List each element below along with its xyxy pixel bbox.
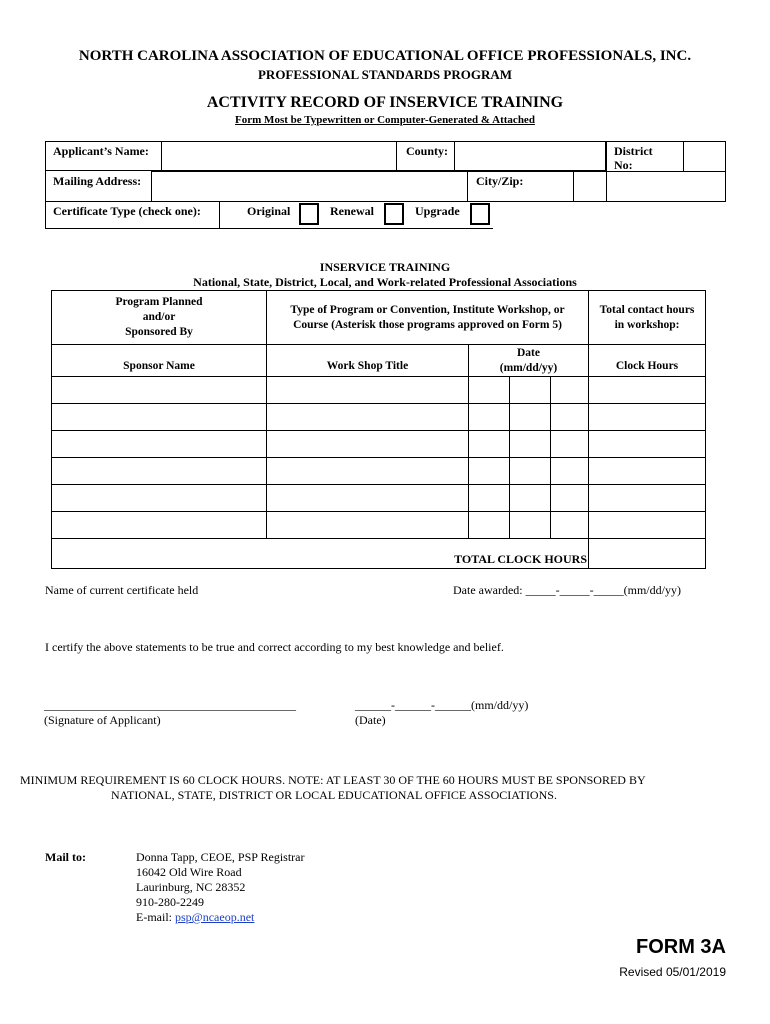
table-row[interactable] — [52, 377, 706, 404]
table-row[interactable] — [52, 512, 706, 539]
training-heading: INSERVICE TRAINING — [319, 260, 451, 274]
requirement-line-1: MINIMUM REQUIREMENT IS 60 CLOCK HOURS. NOTE: AT LEAST 30 OF THE 60 HOURS MUST BE SPONSORED BY — [20, 773, 646, 787]
training-table — [51, 290, 706, 569]
mail-name: Donna Tapp, CEOE, PSP Registrar — [136, 850, 305, 864]
applicant-name-field[interactable] — [161, 141, 397, 172]
clock-hours-header: Clock Hours — [589, 345, 706, 377]
mail-street: 16042 Old Wire Road — [136, 865, 242, 879]
signature-date-line[interactable]: ______-______-______(mm/dd/yy) — [355, 698, 529, 712]
mailing-address-field[interactable] — [151, 171, 468, 202]
date-awarded[interactable]: Date awarded: _____-_____-_____(mm/dd/yy) — [453, 583, 681, 597]
district-no-label: No: — [614, 158, 633, 172]
cityzip-label: City/Zip: — [476, 174, 524, 188]
certificate-name-label: Name of current certificate held — [45, 583, 199, 597]
mailing-address-label: Mailing Address: — [53, 174, 142, 188]
table-row[interactable] — [52, 431, 706, 458]
cert-renewal-checkbox[interactable] — [384, 203, 404, 225]
workshop-title-header: Work Shop Title — [267, 345, 469, 377]
date-header: Date (mm/dd/yy) — [469, 345, 589, 377]
mail-email-label: E-mail: — [136, 910, 172, 924]
cityzip-field[interactable] — [573, 171, 726, 202]
cert-original-label: Original — [247, 204, 291, 218]
col-type-header: Type of Program or Convention, Institute Workshop, or Course (Asterisk those programs approved on Form 5) — [267, 291, 589, 345]
col-hours-header: Total contact hours in workshop: — [589, 291, 706, 345]
mail-city: Laurinburg, NC 28352 — [136, 880, 246, 894]
form-subtitle: Form Most be Typewritten or Computer-Generated & Attached — [235, 114, 535, 126]
total-clock-hours-field[interactable] — [589, 539, 706, 569]
sponsor-name-header: Sponsor Name — [52, 345, 267, 377]
mail-to-label: Mail to: — [45, 850, 86, 864]
signature-caption: (Signature of Applicant) — [44, 713, 161, 727]
col-program-header: Program Planned and/or Sponsored By — [52, 291, 267, 345]
cert-renewal-label: Renewal — [330, 204, 374, 218]
form-id: FORM 3A — [636, 936, 726, 958]
cert-upgrade-label: Upgrade — [415, 204, 460, 218]
cert-type-label: Certificate Type (check one): — [53, 204, 201, 218]
total-row — [52, 539, 706, 569]
cert-original-checkbox[interactable] — [299, 203, 319, 225]
table-header-row — [52, 291, 706, 345]
mail-phone: 910-280-2249 — [136, 895, 204, 909]
signature-date-caption: (Date) — [355, 713, 386, 727]
org-name: NORTH CAROLINA ASSOCIATION OF EDUCATIONAL OFFICE PROFESSIONALS, INC. — [78, 48, 692, 64]
requirement-line-2: NATIONAL, STATE, DISTRICT OR LOCAL EDUCATIONAL OFFICE ASSOCIATIONS. — [111, 788, 557, 802]
certify-statement: I certify the above statements to be true and correct according to my best knowledge and belief. — [45, 640, 504, 654]
district-label: District — [614, 144, 653, 158]
table-row[interactable] — [52, 458, 706, 485]
county-label: County: — [406, 144, 449, 158]
cert-upgrade-checkbox[interactable] — [470, 203, 490, 225]
table-row[interactable] — [52, 404, 706, 431]
mail-email-link[interactable]: psp@ncaeop.net — [175, 910, 255, 924]
table-row[interactable] — [52, 485, 706, 512]
revised-date: Revised 05/01/2019 — [619, 965, 726, 979]
program-name: PROFESSIONAL STANDARDS PROGRAM — [257, 67, 512, 82]
district-field[interactable] — [683, 141, 726, 172]
total-clock-hours-label: TOTAL CLOCK HOURS — [52, 539, 589, 569]
table-subheader-row — [52, 345, 706, 377]
applicant-name-label: Applicant’s Name: — [53, 144, 149, 158]
mail-email-row — [136, 910, 254, 925]
training-subheading: National, State, District, Local, and Work-related Professional Associations — [193, 275, 577, 289]
form-title: ACTIVITY RECORD OF INSERVICE TRAINING — [206, 94, 564, 111]
signature-line[interactable]: __________________________________________ — [44, 698, 296, 712]
county-field[interactable] — [454, 141, 606, 172]
